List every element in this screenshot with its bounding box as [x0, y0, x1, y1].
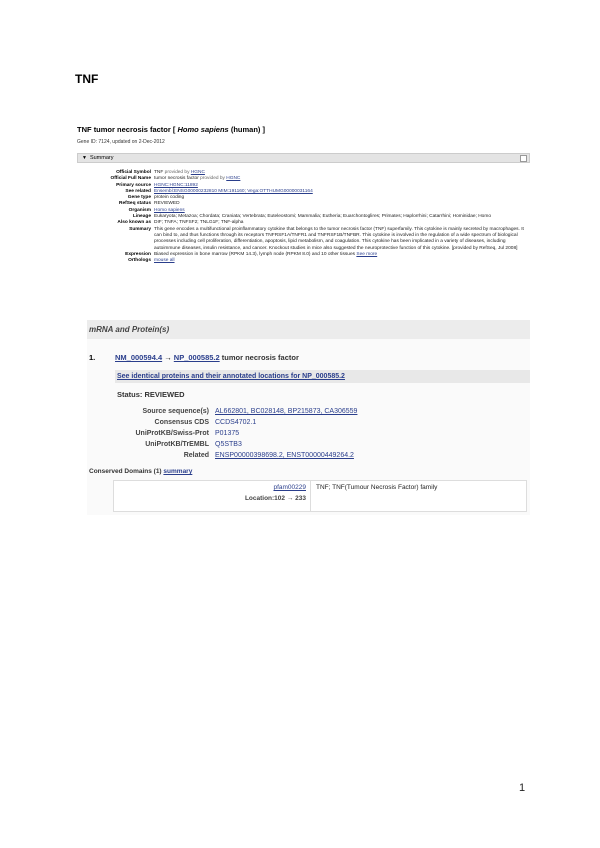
- conserved-summary-link[interactable]: summary: [163, 468, 193, 475]
- summary-row-key: Lineage: [132, 214, 151, 220]
- gene-heading: [77, 125, 265, 134]
- source-row-key: Consensus CDS: [154, 419, 209, 426]
- summary-link[interactable]: HGNC: [190, 170, 205, 175]
- summary-row-value: [154, 258, 527, 264]
- summary-provided-by: provided by: [164, 170, 191, 175]
- source-row-value[interactable]: AL662801, BC028148, BP215873, CA306559: [215, 408, 358, 415]
- np-accession-link[interactable]: NP_000585.2: [173, 353, 220, 362]
- summary-row: [77, 227, 527, 252]
- source-row: [117, 417, 357, 428]
- gene-organism-suffix: (human) ]: [228, 125, 265, 134]
- summary-value-text: This gene encodes a multifunctional proinflammatory cytokine that belongs to the tumor necrosis factor (TNF) superfamily. This cytokine is mainly secreted by macrophages. It can bind to, and thus functions through its receptors TNFRSF1A/TNFR1 and TNFRSF1B/TNFBR. This cytokine is involved in the regulation of a wide spectrum of biological processes including cell proliferation, differentiation, apoptosis, lipid metabolism, and coagulation. This cytokine has been implicated in a variety of diseases, including autoimmune diseases, insulin resistance, and cancer. Knockout studies in mice also suggested the neuroprotective function of this cytokine. [provided by RefSeq, Jul 2008]: [154, 226, 524, 251]
- conserved-domains-label: Conserved Domains (1): [89, 468, 164, 475]
- gene-organism: Homo sapiens: [177, 125, 229, 134]
- summary-row-key: Also known as: [117, 220, 151, 226]
- summary-link[interactable]: HGNC: [226, 176, 241, 182]
- summary-row-key: RefSeq status: [119, 201, 151, 207]
- summary-value-text: protein coding: [154, 195, 185, 201]
- summary-section-header[interactable]: [77, 153, 530, 163]
- summary-row-key: Expression: [125, 251, 151, 257]
- ncbi-gene-screenshot: [75, 120, 530, 516]
- gene-name-prefix: tumor necrosis factor [: [93, 125, 178, 134]
- source-row-key: Source sequence(s): [142, 408, 209, 415]
- source-row-value: CCDS4702.1: [215, 419, 257, 426]
- source-row: [117, 406, 357, 417]
- summary-value-text: TNF: [154, 170, 165, 175]
- page-title: TNF: [75, 72, 99, 86]
- transcript-heading: [89, 353, 530, 362]
- source-row-key: UniProtKB/TrEMBL: [145, 441, 209, 448]
- summary-value-text: Biased expression in bone marrow (RPKM 14.3), lymph node (RPKM 8.0) and 10 other tissues: [154, 251, 357, 257]
- source-row-key: UniProtKB/Swiss-Prot: [135, 430, 209, 437]
- summary-value-text: DIF; TNFA; TNFSF2; TNLG1F; TNF-alpha: [154, 220, 244, 226]
- summary-row-value: [154, 227, 527, 252]
- domain-location: Location:102 → 233: [244, 495, 306, 502]
- summary-link[interactable]: Ensembl:ENSG00000232810 MIM:191160; Vega:OTTHUMG00000031164: [154, 188, 313, 194]
- arrow-icon: →: [162, 353, 174, 362]
- source-row: [117, 439, 357, 450]
- page-number: 1: [519, 782, 526, 794]
- summary-row-key: See related: [125, 188, 151, 194]
- summary-provided-by: provided by: [200, 176, 227, 182]
- summary-bar-label: Summary: [89, 155, 114, 161]
- summary-link[interactable]: HGNC:HGNC:11892: [154, 182, 198, 188]
- mrna-protein-section: [87, 320, 530, 515]
- summary-table: [77, 170, 527, 264]
- source-row-key: Related: [183, 452, 209, 459]
- summary-row: [77, 258, 527, 264]
- transcript-title: tumor necrosis factor: [221, 353, 299, 362]
- summary-row-key: Official Symbol: [116, 170, 151, 175]
- summary-link[interactable]: See more: [356, 251, 378, 257]
- source-table: [117, 406, 357, 461]
- gene-id-line: Gene ID: 7124, updated on 2-Dec-2012: [77, 139, 165, 145]
- domain-cell: [114, 481, 311, 511]
- summary-value-text: Eukaryota; Metazoa; Chordata; Craniata; Vertebrata; Euteleostomi; Mammalia; Eutheria; Euarchontoglires; Primates; Haplorrhini; Catarrhini; Hominidae; Homo: [154, 214, 492, 220]
- item-number: 1.: [89, 353, 96, 362]
- source-row: [117, 450, 357, 461]
- domain-accession-link[interactable]: pfam00229: [273, 484, 306, 491]
- source-row-value: Q5STB3: [215, 441, 242, 448]
- summary-row-key: Organism: [128, 207, 151, 213]
- summary-value-text: tumor necrosis factor: [154, 176, 201, 182]
- source-row-value: P01375: [215, 430, 240, 437]
- domain-description: TNF; TNF(Tumour Necrosis Factor) family: [316, 484, 438, 491]
- source-row: [117, 428, 357, 439]
- summary-row-key: Primary source: [116, 182, 151, 188]
- conserved-domains-line: [89, 468, 192, 475]
- summary-row-key: Official Full Name: [110, 176, 151, 182]
- gene-symbol: TNF: [77, 125, 92, 134]
- section-options-icon[interactable]: [520, 155, 527, 162]
- see-identical-proteins-link[interactable]: See identical proteins and their annotated locations for NP_000585.2: [115, 370, 530, 383]
- summary-row-key: Gene type: [127, 195, 151, 201]
- summary-value-text: REVIEWED: [154, 201, 180, 207]
- collapse-triangle-icon[interactable]: ▼: [82, 155, 87, 161]
- summary-link[interactable]: mouse all: [154, 258, 175, 264]
- source-row-value[interactable]: ENSP00000398698.2, ENST00000449264.2: [215, 452, 354, 459]
- conserved-domain-table: [113, 480, 527, 512]
- mrna-section-title: mRNA and Protein(s): [87, 320, 530, 339]
- summary-link[interactable]: Homo sapiens: [154, 207, 185, 213]
- summary-row-key: Orthologs: [128, 258, 151, 264]
- summary-row-key: Summary: [129, 226, 151, 232]
- status-label: Status: REVIEWED: [117, 390, 185, 399]
- nm-accession-link[interactable]: NM_000594.4: [115, 353, 163, 362]
